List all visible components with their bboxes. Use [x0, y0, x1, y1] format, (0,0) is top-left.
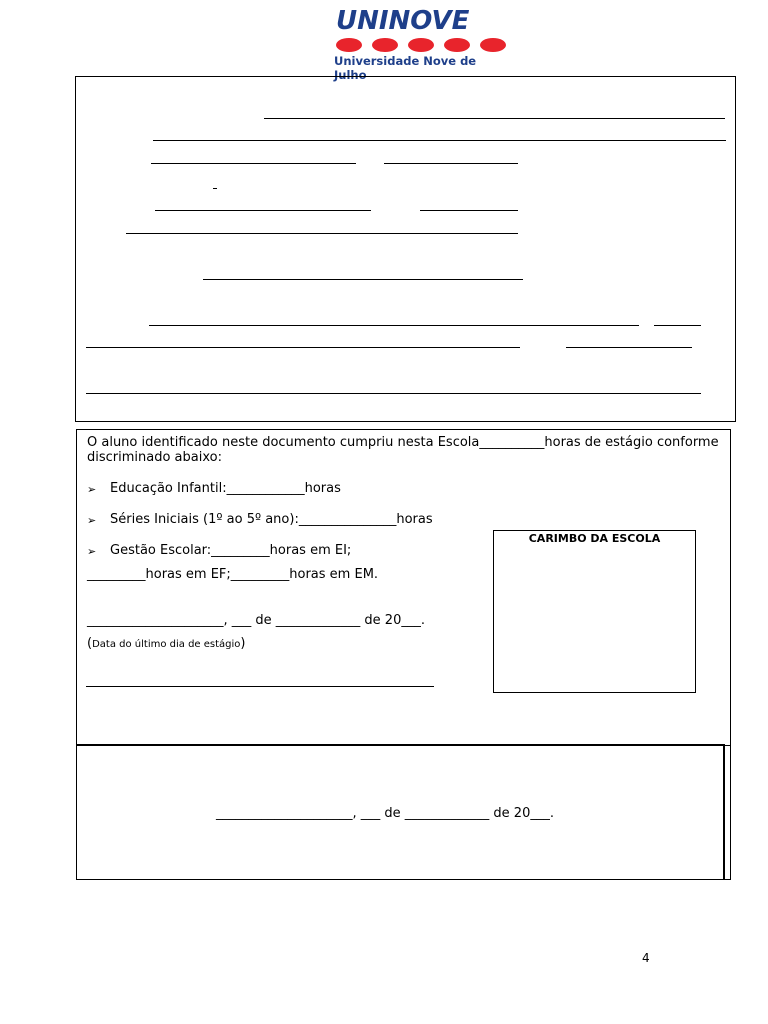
field-line[interactable]: [654, 325, 701, 326]
field-line[interactable]: [420, 210, 518, 211]
arrow-bullet-icon: ➢: [87, 483, 97, 496]
stamp-title: CARIMBO DA ESCOLA: [528, 532, 661, 545]
date-note: (Data do último dia de estágio): [87, 636, 246, 651]
uninove-logo: [334, 6, 508, 82]
item-series-iniciais: Séries Iniciais (1º ao 5º ano):_______________horas: [110, 512, 433, 527]
date-line: _____________________, ___ de _____________ de 20___.: [87, 613, 425, 628]
page-number: 4: [642, 951, 650, 965]
field-line[interactable]: [151, 163, 356, 164]
item-gestao-escolar: Gestão Escolar:_________horas em EI;: [110, 543, 352, 558]
field-line[interactable]: [86, 347, 520, 348]
item-educacao-infantil: Educação Infantil:____________horas: [110, 481, 341, 496]
field-dash: [213, 188, 217, 189]
stamp-box: [493, 530, 696, 693]
logo-dots: [334, 38, 508, 52]
bottom-box-top-border: [76, 744, 725, 746]
arrow-bullet-icon: ➢: [87, 545, 97, 558]
hours-intro-line2: discriminado abaixo:: [87, 450, 222, 465]
logo-subtitle: Universidade Nove de Julho: [334, 54, 477, 82]
logo-wordmark: UNINOVE: [336, 6, 470, 36]
field-line[interactable]: [126, 233, 518, 234]
hours-intro-line1: O aluno identificado neste documento cumpriu nesta Escola__________horas de estágio conforme: [87, 435, 719, 450]
field-line[interactable]: [264, 118, 725, 119]
item-gestao-continuation: _________horas em EF;_________horas em EM.: [87, 567, 379, 582]
date-note-text: Data do último dia de estágio: [92, 639, 241, 650]
field-line[interactable]: [203, 279, 523, 280]
field-line[interactable]: [86, 393, 701, 394]
signature-line[interactable]: [86, 686, 434, 687]
field-line[interactable]: [153, 140, 726, 141]
field-line[interactable]: [149, 325, 639, 326]
field-line[interactable]: [384, 163, 518, 164]
field-line[interactable]: [566, 347, 692, 348]
arrow-bullet-icon: ➢: [87, 514, 97, 527]
field-line[interactable]: [155, 210, 371, 211]
student-info-box: [75, 76, 736, 422]
bottom-box-inner-border: [723, 745, 725, 880]
bottom-date-line: _____________________, ___ de _____________ de 20___.: [216, 806, 554, 821]
